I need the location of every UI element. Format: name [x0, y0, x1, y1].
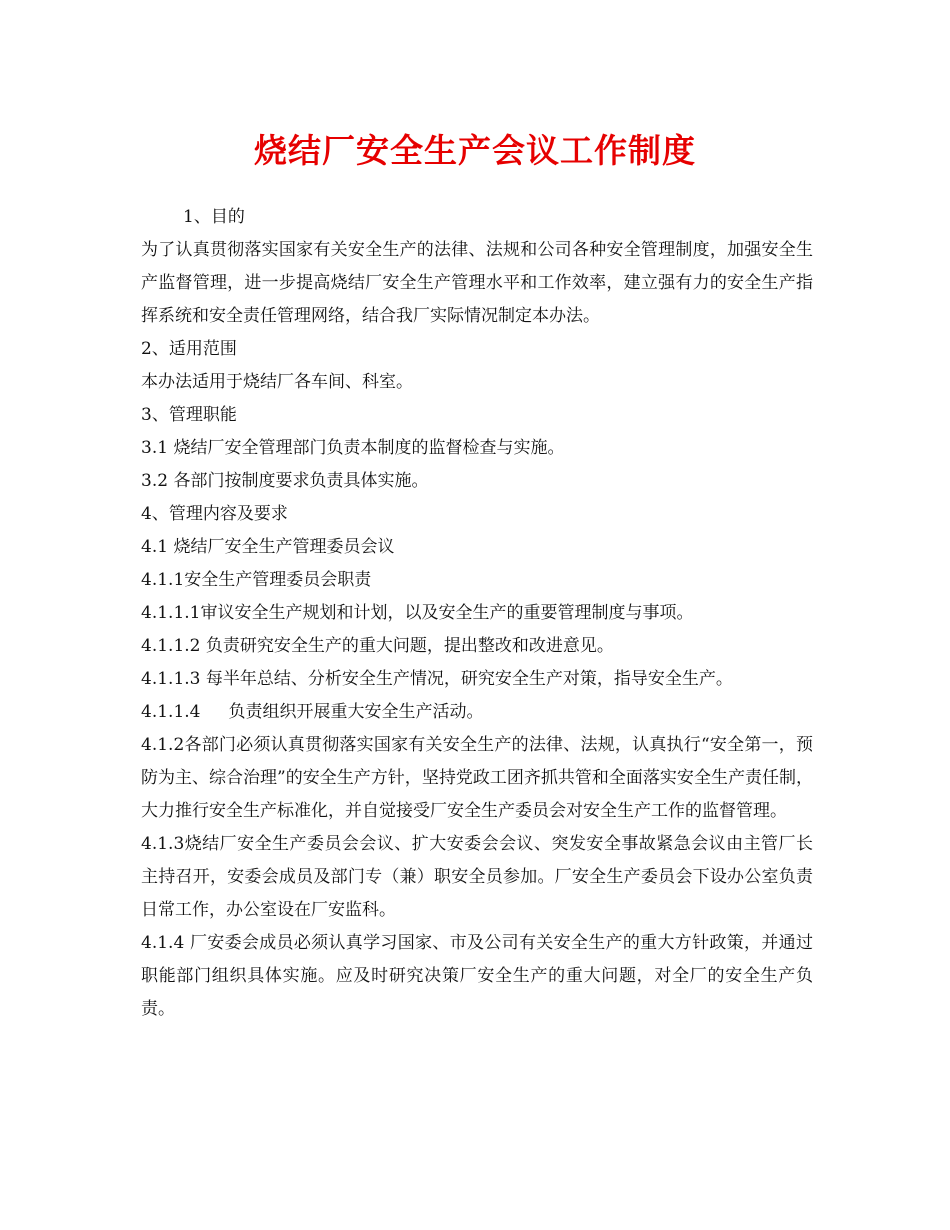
section-heading-scope: 2、适用范围 — [141, 339, 237, 359]
clause-4-1-1-3: 4.1.1.3 每半年总结、分析安全生产情况，研究安全生产对策，指导安全生产。 — [141, 669, 733, 689]
section-heading-functions: 3、管理职能 — [141, 405, 237, 425]
clause-4-1-2: 4.1.2各部门必须认真贯彻落实国家有关安全生产的法律、法规，认真执行“安全第一，预防为主、综合治理”的安全生产方针，坚持党政工团齐抓共管和全面落实安全生产责任制，大力推行安全生产标准化，并自觉接受厂安全生产委员会对安全生产工作的监督管理。 — [141, 735, 813, 821]
clause-3-1: 3.1 烧结厂安全管理部门负责本制度的监督检查与实施。 — [141, 438, 565, 458]
clause-4-1-1-4 — [141, 696, 813, 729]
clause-text: 负责组织开展重大安全生产活动。 — [228, 702, 484, 722]
clause-4-1-3: 4.1.3烧结厂安全生产委员会会议、扩大安委会会议、突发安全事故紧急会议由主管厂长主持召开，安委会成员及部门专（兼）职安全员参加。厂安全生产委员会下设办公室负责日常工作，办公室设在厂安监科。 — [141, 834, 813, 920]
document-body — [141, 201, 813, 1026]
clause-4-1-1: 4.1.1安全生产管理委员会职责 — [141, 570, 372, 590]
clause-number: 4.1.1.4 — [141, 702, 201, 722]
clause-3-2: 3.2 各部门按制度要求负责具体实施。 — [141, 471, 429, 491]
section-heading-requirements: 4、管理内容及要求 — [141, 504, 288, 524]
document-title: 烧结厂安全生产会议工作制度 — [254, 131, 696, 170]
clause-4-1: 4.1 烧结厂安全生产管理委员会议 — [141, 537, 395, 557]
paragraph-scope: 本办法适用于烧结厂各车间、科室。 — [141, 372, 413, 392]
clause-4-1-1-2: 4.1.1.2 负责研究安全生产的重大问题，提出整改和改进意见。 — [141, 636, 614, 656]
clause-4-1-1-1: 4.1.1.1审议安全生产规划和计划，以及安全生产的重要管理制度与事项。 — [141, 603, 694, 623]
paragraph-purpose: 为了认真贯彻落实国家有关安全生产的法律、法规和公司各种安全管理制度，加强安全生产监督管理，进一步提高烧结厂安全生产管理水平和工作效率，建立强有力的安全生产指挥系统和安全责任管理网络，结合我厂实际情况制定本办法。 — [141, 240, 813, 326]
section-heading-purpose: 1、目的 — [183, 207, 245, 227]
clause-4-1-4: 4.1.4 厂安委会成员必须认真学习国家、市及公司有关安全生产的重大方针政策，并通过职能部门组织具体实施。应及时研究决策厂安全生产的重大问题，对全厂的安全生产负责。 — [141, 933, 813, 1019]
